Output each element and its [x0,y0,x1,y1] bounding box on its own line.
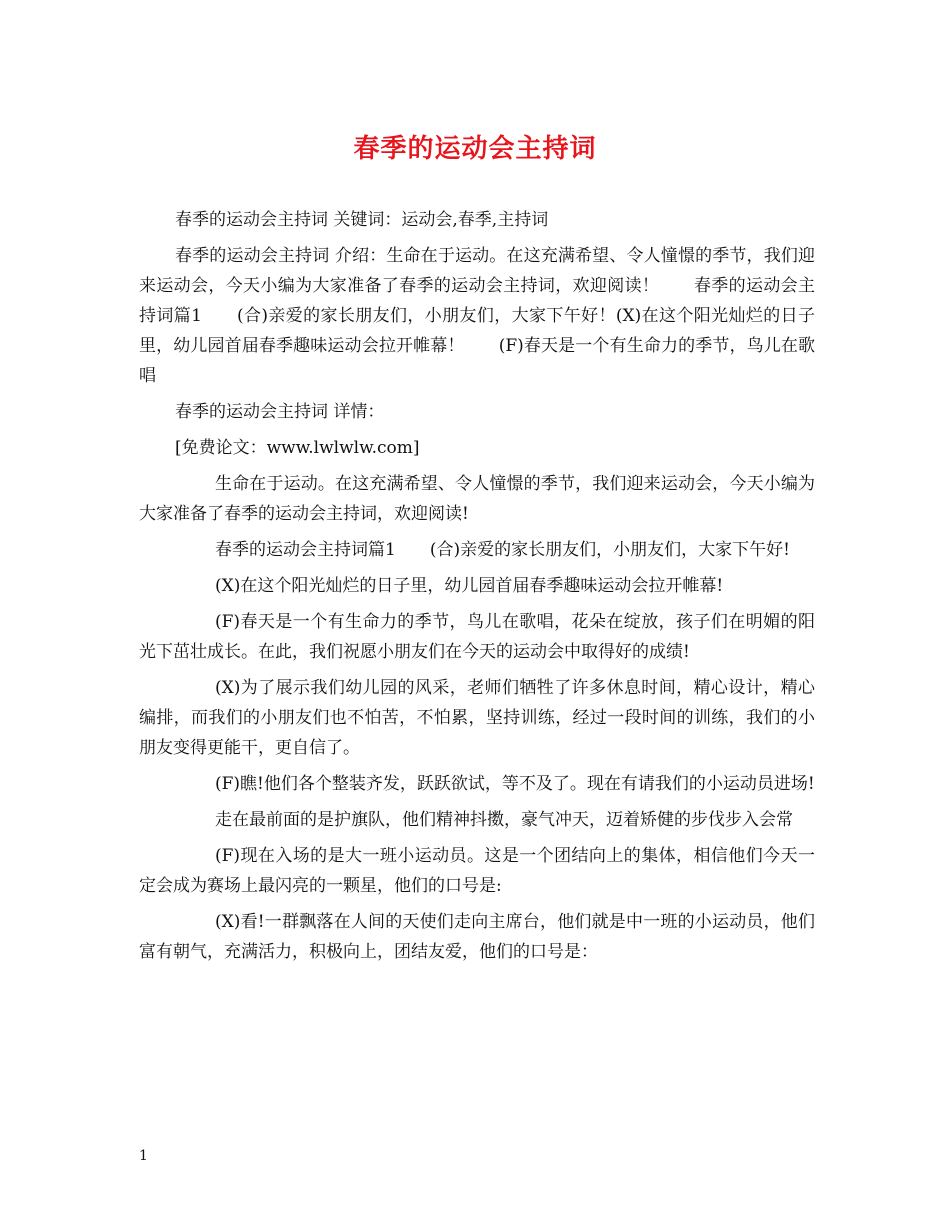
document-body [139,205,815,967]
details-heading: 春季的运动会主持词 详情： [175,402,385,422]
body-paragraph: 生命在于运动。在这充满希望、令人憧憬的季节，我们迎来运动会，今天小编为大家准备了春季的运动会主持词，欢迎阅读! [139,474,815,524]
body-paragraph: (X)看!一群飘落在人间的天使们走向主席台，他们就是中一班的小运动员，他们富有朝气，充满活力，积极向上，团结友爱，他们的口号是： [139,912,815,962]
source-note: [免费论文：www.lwlwlw.com] [175,438,420,458]
intro-paragraph: 春季的运动会主持词 介绍：生命在于运动。在这充满希望、令人憧憬的季节，我们迎来运动会，今天小编为大家准备了春季的运动会主持词，欢迎阅读！ 春季的运动会主持词篇1 (合)亲爱的家长朋友们，小朋友们，大家下午好！(X)在这个阳光灿烂的日子里，幼儿园首届春季趣味运动会拉开帷幕！ (F)春天是一个有生命力的季节，鸟儿在歌唱 [139,246,815,386]
body-paragraph: (F)春天是一个有生命力的季节，鸟儿在歌唱，花朵在绽放，孩子们在明媚的阳光下茁壮成长。在此，我们祝愿小朋友们在今天的运动会中取得好的成绩! [139,612,815,662]
document-title: 春季的运动会主持词 [353,134,597,164]
body-paragraph: (X)在这个阳光灿烂的日子里，幼儿园首届春季趣味运动会拉开帷幕! [215,576,724,596]
body-paragraph: (X)为了展示我们幼儿园的风采，老师们牺牲了许多休息时间，精心设计，精心编排，而我们的小朋友们也不怕苦，不怕累，坚持训练，经过一段时间的训练，我们的小朋友变得更能干，更自信了。 [139,678,815,758]
body-paragraph: 走在最前面的是护旗队，他们精神抖擞，豪气冲天，迈着矫健的步伐步入会常 [215,810,793,830]
body-paragraph: (F)瞧!他们各个整装齐发，跃跃欲试，等不及了。现在有请我们的小运动员进场! [215,774,815,794]
keywords-paragraph: 春季的运动会主持词 关键词：运动会,春季,主持词 [175,210,549,230]
body-paragraph: 春季的运动会主持词篇1 (合)亲爱的家长朋友们，小朋友们，大家下午好! [215,540,790,560]
page-number: 1 [139,1148,148,1164]
body-paragraph: (F)现在入场的是大一班小运动员。这是一个团结向上的集体，相信他们今天一定会成为赛场上最闪亮的一颗星，他们的口号是: [139,846,815,896]
